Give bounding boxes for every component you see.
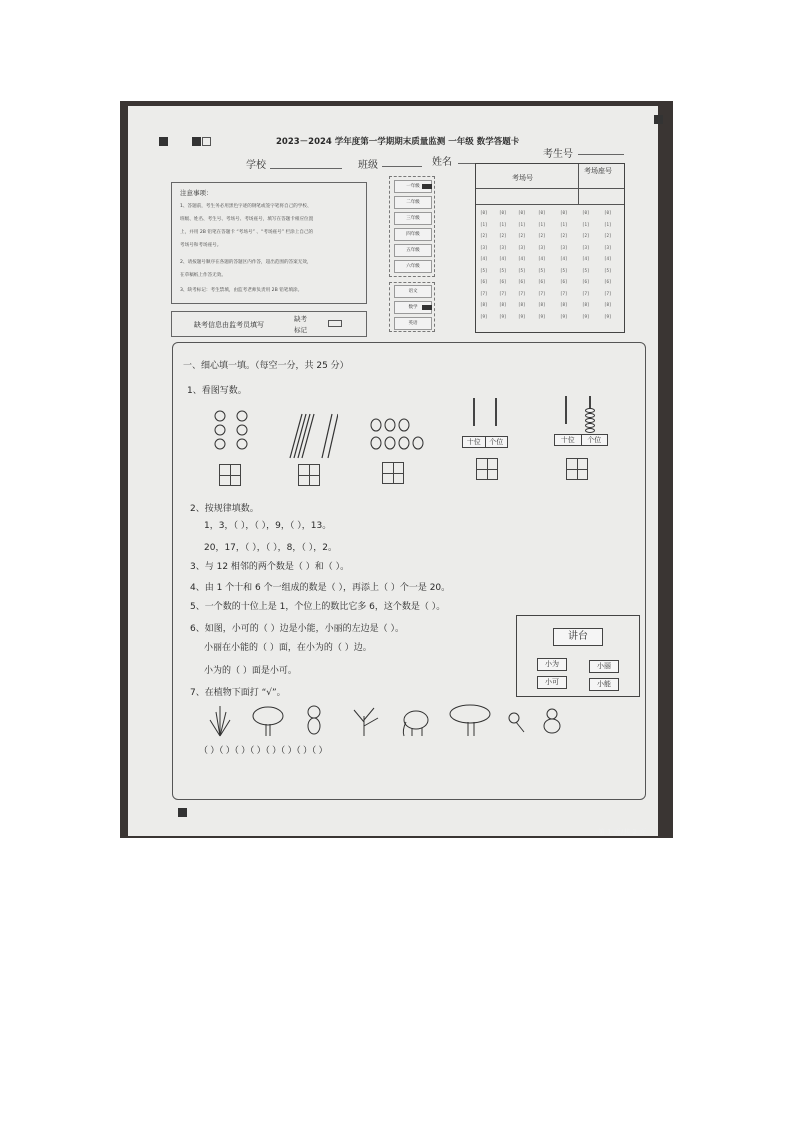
digit-bubble[interactable]: [0] [582,210,590,215]
digit-bubble[interactable]: [7] [480,290,488,296]
notice-line: 班级、姓名、考生号、考场号、考场座号，填写在答题卡相应位置 [180,217,314,222]
question-2: 2、按规律填数。 [190,504,259,514]
digit-bubble[interactable]: [5] [560,267,568,273]
digit-bubble[interactable]: [1] [538,221,546,227]
abacus-rod [473,398,475,426]
digit-bubble[interactable]: [3] [604,244,612,250]
abacus-place-labels [462,436,508,448]
notice-line: 3、缺考标记：考生禁填，由监考老师负责用 2B 铅笔填涂。 [180,288,303,293]
student-id-line [578,154,624,155]
abacus-bead [585,428,595,433]
podium: 讲台 [553,628,603,646]
digit-bubble[interactable]: [1] [499,221,507,227]
grade-selector [389,176,435,277]
question-2a[interactable]: 1，3，（ ），（ ），9，（ ），13。 [204,521,332,531]
subject-option[interactable]: 语文 [394,285,432,298]
registration-mark [178,808,187,817]
notice-line: 考场号和考场座号。 [180,243,222,248]
notice-line: 2、请按题号顺序在各题的答题区内作答，超出范围的答案无效， [180,260,312,265]
subject-option[interactable]: 数学 [394,301,432,314]
question-7: 7、在植物下面打 “√”。 [190,688,286,698]
abacus-with-beads [554,396,600,442]
classroom-seating-diagram [516,615,640,697]
ones-label: 个位 [587,436,602,444]
digit-bubble[interactable]: [3] [538,244,546,250]
pears-picture [368,413,434,453]
digit-bubble[interactable]: [3] [480,244,488,250]
seat-xiaoneng: 小能 [589,678,619,691]
digit-bubble[interactable]: [4] [604,256,612,261]
digit-bubble[interactable]: [8] [538,302,546,307]
abacus-rod [565,396,567,424]
digit-bubble[interactable]: [5] [582,267,590,273]
digit-bubble[interactable]: [9] [499,313,507,319]
digit-bubble[interactable]: [0] [560,210,568,215]
class-line [382,166,422,167]
faces-picture [208,408,256,456]
digit-bubble[interactable]: [7] [518,290,526,296]
answer-box[interactable] [298,464,320,486]
grade-option[interactable]: 六年级 [394,260,432,273]
student-id-label: 考生号 [543,149,573,160]
room-number-label: 考场号 [512,174,533,182]
seat-number-label: 考场座号 [584,167,612,175]
digit-bubble[interactable]: [4] [560,256,568,261]
answer-box[interactable] [219,464,241,486]
absent-mark-label: 缺考 [294,315,307,323]
filled-mark [422,305,432,310]
digit-bubble[interactable]: [3] [560,244,568,250]
seat-xiaoke: 小可 [537,676,567,689]
digit-bubble[interactable]: [0] [518,210,526,215]
digit-bubble[interactable]: [5] [480,267,488,273]
question-1: 1、看图写数。 [187,386,247,396]
notice-line: 在草稿纸上作答无效。 [180,273,226,278]
digit-bubble[interactable]: [3] [518,244,526,250]
digit-bubble[interactable]: [2] [560,233,568,238]
sticks-bundle-picture [286,410,338,462]
notice-box [171,182,367,304]
notice-line: 上，并用 2B 铅笔在答题卡 “考场号” 、“考场座号” 栏涂上自己的 [180,230,314,235]
notice-line: 1、答题前，考生务必用黑色字迹的钢笔或签字笔将自己的学校、 [180,204,312,209]
digit-bubble[interactable]: [3] [582,244,590,250]
digit-bubble[interactable]: [6] [560,279,568,284]
question-6a[interactable]: 6、如图，小可的（ ）边是小能，小丽的左边是（ ）。 [190,624,404,634]
digit-bubble[interactable]: [9] [480,313,488,319]
subject-selector [389,282,435,332]
digit-bubble[interactable]: [9] [518,313,526,319]
digit-bubble[interactable]: [8] [582,302,590,307]
grade-option[interactable]: 三年级 [394,212,432,225]
question-2b[interactable]: 20，17，（ ），（ ），8，（ ），2。 [204,543,337,553]
digit-bubble[interactable]: [0] [499,210,507,215]
digit-bubble[interactable]: [0] [480,210,488,215]
digit-bubble[interactable]: [1] [518,221,526,227]
digit-bubble[interactable]: [4] [582,256,590,261]
abacus-rod [495,398,497,426]
digit-bubble[interactable]: [9] [582,313,590,319]
digit-bubble[interactable]: [2] [582,233,590,238]
question-6b[interactable]: 小丽在小能的（ ）面，在小为的（ ）边。 [204,643,372,653]
digit-bubble[interactable]: [9] [604,313,612,319]
absent-mark-checkbox[interactable] [328,320,342,327]
absent-info-box [171,311,367,337]
abacus-place-labels [554,434,608,446]
digit-bubble[interactable]: [5] [499,267,507,273]
seat-xiaoli: 小丽 [589,660,619,673]
digit-bubble[interactable]: [0] [604,210,612,215]
digit-bubble[interactable]: [6] [582,279,590,284]
absent-label: 缺考信息由监考员填写 [194,321,264,329]
page-title: 2023－2024 学年度第一学期期末质量监测 一年级 数学答题卡 [276,137,520,147]
digit-bubble[interactable]: [3] [499,244,507,250]
digit-bubble[interactable]: [7] [538,290,546,296]
section-1-heading: 一、细心填一填。（每空一分，共 25 分） [183,361,349,371]
page-indicator: 第 1 面/共 2 面 [598,828,647,836]
digit-bubble[interactable]: [5] [604,267,612,273]
registration-mark [159,137,168,146]
answer-box[interactable] [566,458,588,480]
question-6c[interactable]: 小为的（ ）面是小可。 [204,666,297,676]
grade-option[interactable]: 五年级 [394,244,432,257]
digit-bubble[interactable]: [2] [538,233,546,238]
digit-bubble[interactable]: [9] [560,313,568,319]
digit-bubble[interactable]: [2] [604,233,612,238]
absent-mark-label: 标记 [294,326,307,334]
digit-bubble[interactable]: [4] [499,256,507,261]
filled-mark [422,184,432,189]
answer-box[interactable] [476,458,498,480]
digit-bubble[interactable]: [7] [604,290,612,296]
notice-heading: 注意事项： [180,189,213,197]
school-line [270,168,342,169]
school-label: 学校 [246,160,266,171]
digit-bubble[interactable]: [6] [604,279,612,284]
grid-divider [476,188,624,189]
digit-bubble[interactable]: [8] [518,302,526,307]
digit-bubble[interactable]: [2] [480,233,488,238]
digit-bubble[interactable]: [7] [582,290,590,296]
grade-option[interactable]: 四年级 [394,228,432,241]
digit-bubble[interactable]: [8] [499,302,507,307]
tens-label: 十位 [555,435,582,445]
digit-bubble[interactable]: [2] [499,233,507,238]
digit-bubble[interactable]: [6] [538,279,546,284]
digit-bubble[interactable]: [1] [604,221,612,227]
digit-bubble[interactable]: [0] [538,210,546,215]
abacus-empty [462,398,508,444]
digit-bubble[interactable]: [1] [582,221,590,227]
seat-xiaowei: 小为 [537,658,567,671]
question-5[interactable]: 5、一个数的十位上是 1，个位上的数比它多 6，这个数是（ ）。 [190,602,446,612]
exam-room-grid [475,163,625,333]
plants-and-animals-picture [206,702,586,738]
tens-label: 十位 [463,437,486,447]
registration-mark [192,137,201,146]
digit-bubble[interactable]: [4] [480,256,488,261]
digit-bubble[interactable]: [1] [560,221,568,227]
answer-box[interactable] [382,462,404,484]
digit-bubble[interactable]: [6] [480,279,488,284]
registration-mark [202,137,211,146]
digit-bubble[interactable]: [6] [499,279,507,284]
ones-label: 个位 [489,438,504,446]
digit-bubble[interactable]: [8] [604,302,612,307]
digit-bubble[interactable]: [8] [480,302,488,307]
grade-option[interactable]: 二年级 [394,196,432,209]
digit-bubble[interactable]: [9] [538,313,546,319]
digit-bubble[interactable]: [8] [560,302,568,307]
name-label: 姓名 [432,157,452,168]
digit-bubble[interactable]: [7] [560,290,568,296]
digit-bubble[interactable]: [2] [518,233,526,238]
digit-bubble[interactable]: [1] [480,221,488,227]
digit-bubble[interactable]: [4] [518,256,526,261]
digit-bubble[interactable]: [7] [499,290,507,296]
digit-bubble[interactable]: [4] [538,256,546,261]
question-3[interactable]: 3、与 12 相邻的两个数是（ ）和（ ）。 [190,562,350,572]
grid-divider [578,164,579,204]
digit-bubble[interactable]: [5] [518,267,526,273]
registration-mark [654,115,663,124]
question-4[interactable]: 4、由 1 个十和 6 个一组成的数是（ ），再添上（ ）个一是 20。 [190,583,451,593]
subject-option[interactable]: 英语 [394,317,432,330]
question-7-blanks[interactable]: （ ）（ ）（ ）（ ）（ ）（ ）（ ）（ ） [199,746,328,756]
digit-bubble[interactable]: [5] [538,267,546,273]
grid-divider [476,204,624,205]
class-label: 班级 [358,160,378,171]
grade-option[interactable]: 一年级 [394,180,432,193]
digit-bubble[interactable]: [6] [518,279,526,284]
